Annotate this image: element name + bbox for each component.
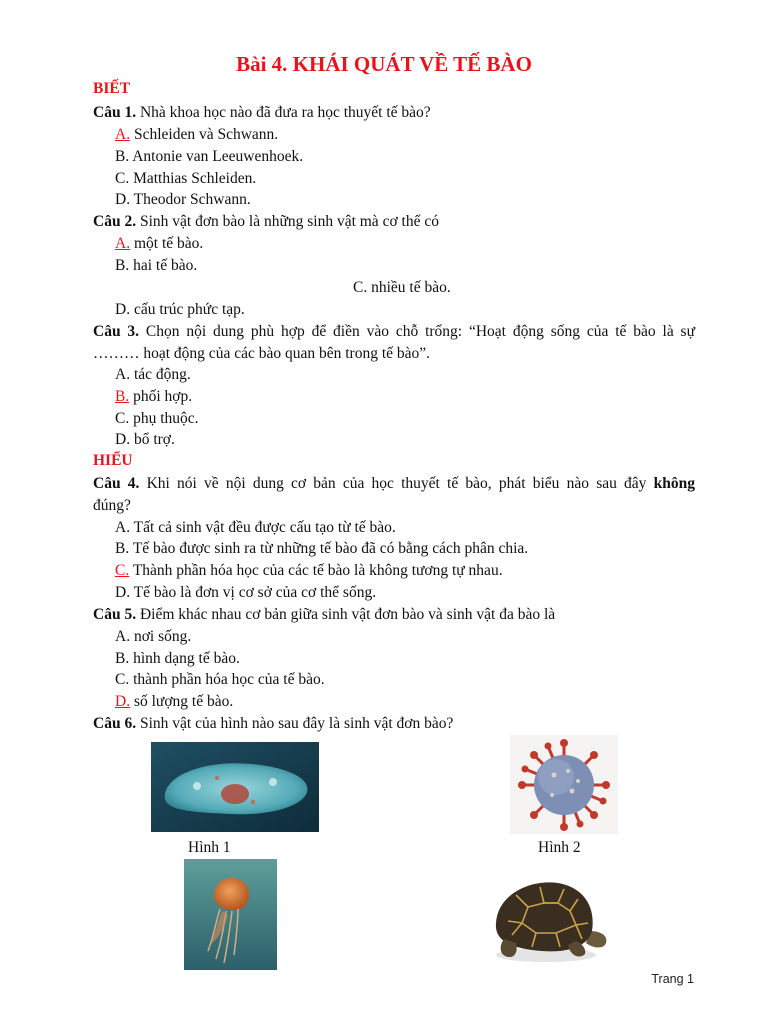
q2-option-c <box>353 278 451 298</box>
option-letter: D. <box>115 301 131 318</box>
q4-option-c <box>115 561 503 581</box>
q5-option-d <box>115 692 233 712</box>
option-text: hình dạng tế bào. <box>129 650 240 667</box>
question-1 <box>93 103 431 123</box>
option-letter: D. <box>115 191 131 208</box>
question-number: Câu 4. <box>93 475 140 492</box>
q5-option-c <box>115 670 325 690</box>
figure-2-label: Hình 2 <box>538 839 581 856</box>
page-title: Bài 4. KHÁI QUÁT VỀ TẾ BÀO <box>236 52 532 76</box>
option-text: cấu trúc phức tạp. <box>130 301 245 318</box>
option-text: thành phần hóa học của tế bào. <box>129 671 325 688</box>
option-letter: B. <box>115 540 130 557</box>
virus-image <box>510 735 618 834</box>
option-text: Tế bào là đơn vị cơ sở của cơ thể sống. <box>130 584 377 601</box>
option-text: Theodor Schwann. <box>130 191 251 208</box>
option-letter: C. <box>115 410 130 427</box>
question-6 <box>93 714 453 734</box>
question-text: Sinh vật đơn bào là những sinh vật mà cơ thể có <box>136 213 439 230</box>
q1-option-b <box>115 147 303 167</box>
option-letter: D. <box>115 584 131 601</box>
section-biet: BIẾT <box>93 80 131 97</box>
option-text: hai tế bào. <box>129 257 198 274</box>
question-text: Điểm khác nhau cơ bản giữa sinh vật đơn bào và sinh vật đa bào là <box>136 606 556 623</box>
q4-option-b <box>115 539 528 559</box>
option-text: phụ thuộc. <box>129 410 199 427</box>
option-text: phối hợp. <box>129 388 193 405</box>
page-number: Trang 1 <box>651 972 694 986</box>
option-letter: C. <box>115 170 130 187</box>
question-4-continued: đúng? <box>93 497 131 514</box>
option-letter: A. <box>115 126 131 143</box>
option-letter: D. <box>115 693 131 710</box>
q4-option-a <box>115 518 396 538</box>
option-letter: A. <box>115 628 131 645</box>
question-3 <box>93 322 695 342</box>
q3-option-d <box>115 430 175 450</box>
jellyfish-image <box>184 859 277 970</box>
question-number: Câu 1. <box>93 104 137 121</box>
section-hieu: HIỂU <box>93 452 133 469</box>
question-3-continued: ……… hoạt động của các bào quan bên trong tế bào”. <box>93 345 431 362</box>
option-letter: B. <box>115 388 130 405</box>
question-number: Câu 2. <box>93 213 137 230</box>
option-text: nhiều tế bào. <box>367 279 451 296</box>
figure-3-jellyfish <box>184 859 277 970</box>
emphasis-khong: không <box>653 475 695 492</box>
option-text: Tế bào được sinh ra từ những tế bào đã có bằng cách phân chia. <box>129 540 529 557</box>
option-text: Schleiden và Schwann. <box>130 126 279 143</box>
option-text: tác động. <box>130 366 191 383</box>
figure-2-virus <box>510 735 618 834</box>
option-text: nơi sống. <box>130 628 192 645</box>
question-text: Sinh vật của hình nào sau đây là sinh vật đơn bào? <box>136 715 454 732</box>
question-text: Khi nói về nội dung cơ bản của học thuyết tế bào, phát biểu nào sau đây <box>139 475 654 492</box>
q5-option-a <box>115 627 191 647</box>
q5-option-b <box>115 649 240 669</box>
option-text: một tế bào. <box>130 235 204 252</box>
figure-4-turtle <box>482 873 612 969</box>
q1-option-c <box>115 169 256 189</box>
q2-option-a <box>115 234 203 254</box>
q3-option-b <box>115 387 192 407</box>
question-2 <box>93 212 439 232</box>
option-text: Tất cả sinh vật đều được cấu tạo từ tế bào. <box>130 519 396 536</box>
question-5 <box>93 605 555 625</box>
option-letter: C. <box>115 671 130 688</box>
option-text: Matthias Schleiden. <box>129 170 257 187</box>
q1-option-a <box>115 125 278 145</box>
option-letter: B. <box>115 650 130 667</box>
option-text: Antonie van Leeuwenhoek. <box>129 148 304 165</box>
option-letter: C. <box>115 562 130 579</box>
q3-option-c <box>115 409 199 429</box>
figure-1-label: Hình 1 <box>188 839 231 856</box>
q1-option-d <box>115 190 251 210</box>
q2-option-d <box>115 300 245 320</box>
question-number: Câu 5. <box>93 606 137 623</box>
turtle-image <box>482 873 612 969</box>
option-letter: C. <box>353 279 368 296</box>
option-text: bổ trợ. <box>130 431 175 448</box>
option-text: số lượng tế bào. <box>130 693 234 710</box>
q4-option-d <box>115 583 376 603</box>
option-letter: B. <box>115 257 130 274</box>
paramecium-image <box>151 742 319 832</box>
question-number: Câu 3. <box>93 323 140 340</box>
question-4 <box>93 474 695 494</box>
option-letter: A. <box>115 366 131 383</box>
q3-option-a <box>115 365 191 385</box>
question-text: Chọn nội dung phù hợp để điền vào chỗ trống: “Hoạt động sống của tế bào là sự <box>139 323 695 340</box>
option-letter: B. <box>115 148 130 165</box>
option-letter: A. <box>115 519 131 536</box>
q2-option-b <box>115 256 197 276</box>
option-text: Thành phần hóa học của các tế bào là không tương tự nhau. <box>129 562 503 579</box>
option-letter: A. <box>115 235 131 252</box>
option-letter: D. <box>115 431 131 448</box>
question-text: Nhà khoa học nào đã đưa ra học thuyết tế bào? <box>136 104 431 121</box>
question-number: Câu 6. <box>93 715 137 732</box>
figure-1-paramecium <box>151 742 319 832</box>
